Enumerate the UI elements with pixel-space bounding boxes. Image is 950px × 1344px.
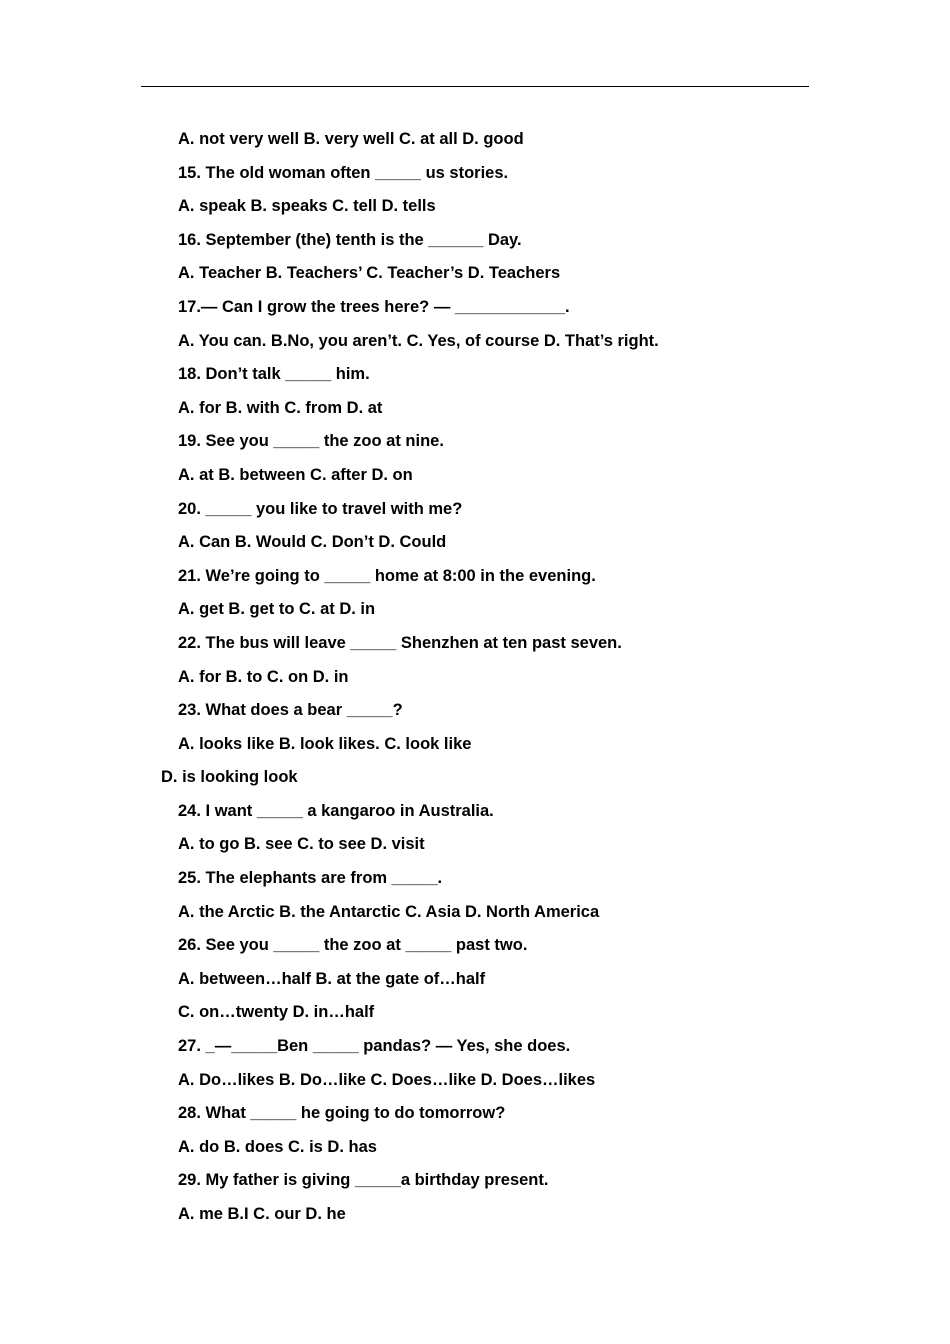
- question-24: 24. I want _____ a kangaroo in Australia.: [178, 801, 494, 820]
- option-line-18: A. for B. with C. from D. at: [178, 398, 383, 417]
- question-23: 23. What does a bear _____?: [178, 701, 403, 720]
- option-line-25: A. the Arctic B. the Antarctic C. Asia D. North America: [178, 902, 600, 921]
- option-line-23-continued: D. is looking look: [161, 768, 298, 787]
- option-line-23: A. looks like B. look likes. C. look like: [178, 734, 472, 753]
- option-line-22: A. for B. to C. on D. in: [178, 667, 349, 686]
- question-22: 22. The bus will leave _____ Shenzhen at ten past seven.: [178, 633, 622, 652]
- question-19: 19. See you _____ the zoo at nine.: [178, 432, 444, 451]
- option-line-15: A. speak B. speaks C. tell D. tells: [178, 197, 436, 216]
- question-17: 17.— Can I grow the trees here? — ____________.: [178, 297, 570, 316]
- question-15: 15. The old woman often _____ us stories.: [178, 163, 509, 182]
- header-rule: [141, 86, 809, 87]
- option-line-14: A. not very well B. very well C. at all D. good: [178, 130, 524, 148]
- option-line-16: A. Teacher B. Teachers’ C. Teacher’s D. Teachers: [178, 264, 561, 283]
- question-21: 21. We’re going to _____ home at 8:00 in the evening.: [178, 566, 596, 585]
- option-line-29: A. me B.I C. our D. he: [178, 1205, 346, 1223]
- question-20: 20. _____ you like to travel with me?: [178, 499, 463, 518]
- option-line-28: A. do B. does C. is D. has: [178, 1137, 377, 1156]
- option-line-27: A. Do…likes B. Do…like C. Does…like D. Does…likes: [178, 1070, 596, 1089]
- question-27: 27. _—_____Ben _____ pandas? — Yes, she does.: [178, 1037, 571, 1056]
- question-25: 25. The elephants are from _____.: [178, 869, 443, 888]
- document-body: [0, 126, 950, 1235]
- option-line-21: A. get B. get to C. at D. in: [178, 600, 376, 619]
- option-line-24: A. to go B. see C. to see D. visit: [178, 835, 425, 854]
- question-28: 28. What _____ he going to do tomorrow?: [178, 1104, 506, 1123]
- option-line-17: A. You can. B.No, you aren’t. C. Yes, of course D. That’s right.: [178, 331, 659, 350]
- question-29: 29. My father is giving _____a birthday present.: [178, 1171, 549, 1190]
- question-26: 26. See you _____ the zoo at _____ past two.: [178, 936, 528, 955]
- option-line-26-continued: C. on…twenty D. in…half: [178, 1003, 375, 1022]
- option-line-20: A. Can B. Would C. Don’t D. Could: [178, 533, 447, 552]
- option-line-26: A. between…half B. at the gate of…half: [178, 969, 486, 988]
- option-line-19: A. at B. between C. after D. on: [178, 465, 413, 484]
- question-18: 18. Don’t talk _____ him.: [178, 365, 370, 384]
- question-16: 16. September (the) tenth is the ______ Day.: [178, 230, 522, 249]
